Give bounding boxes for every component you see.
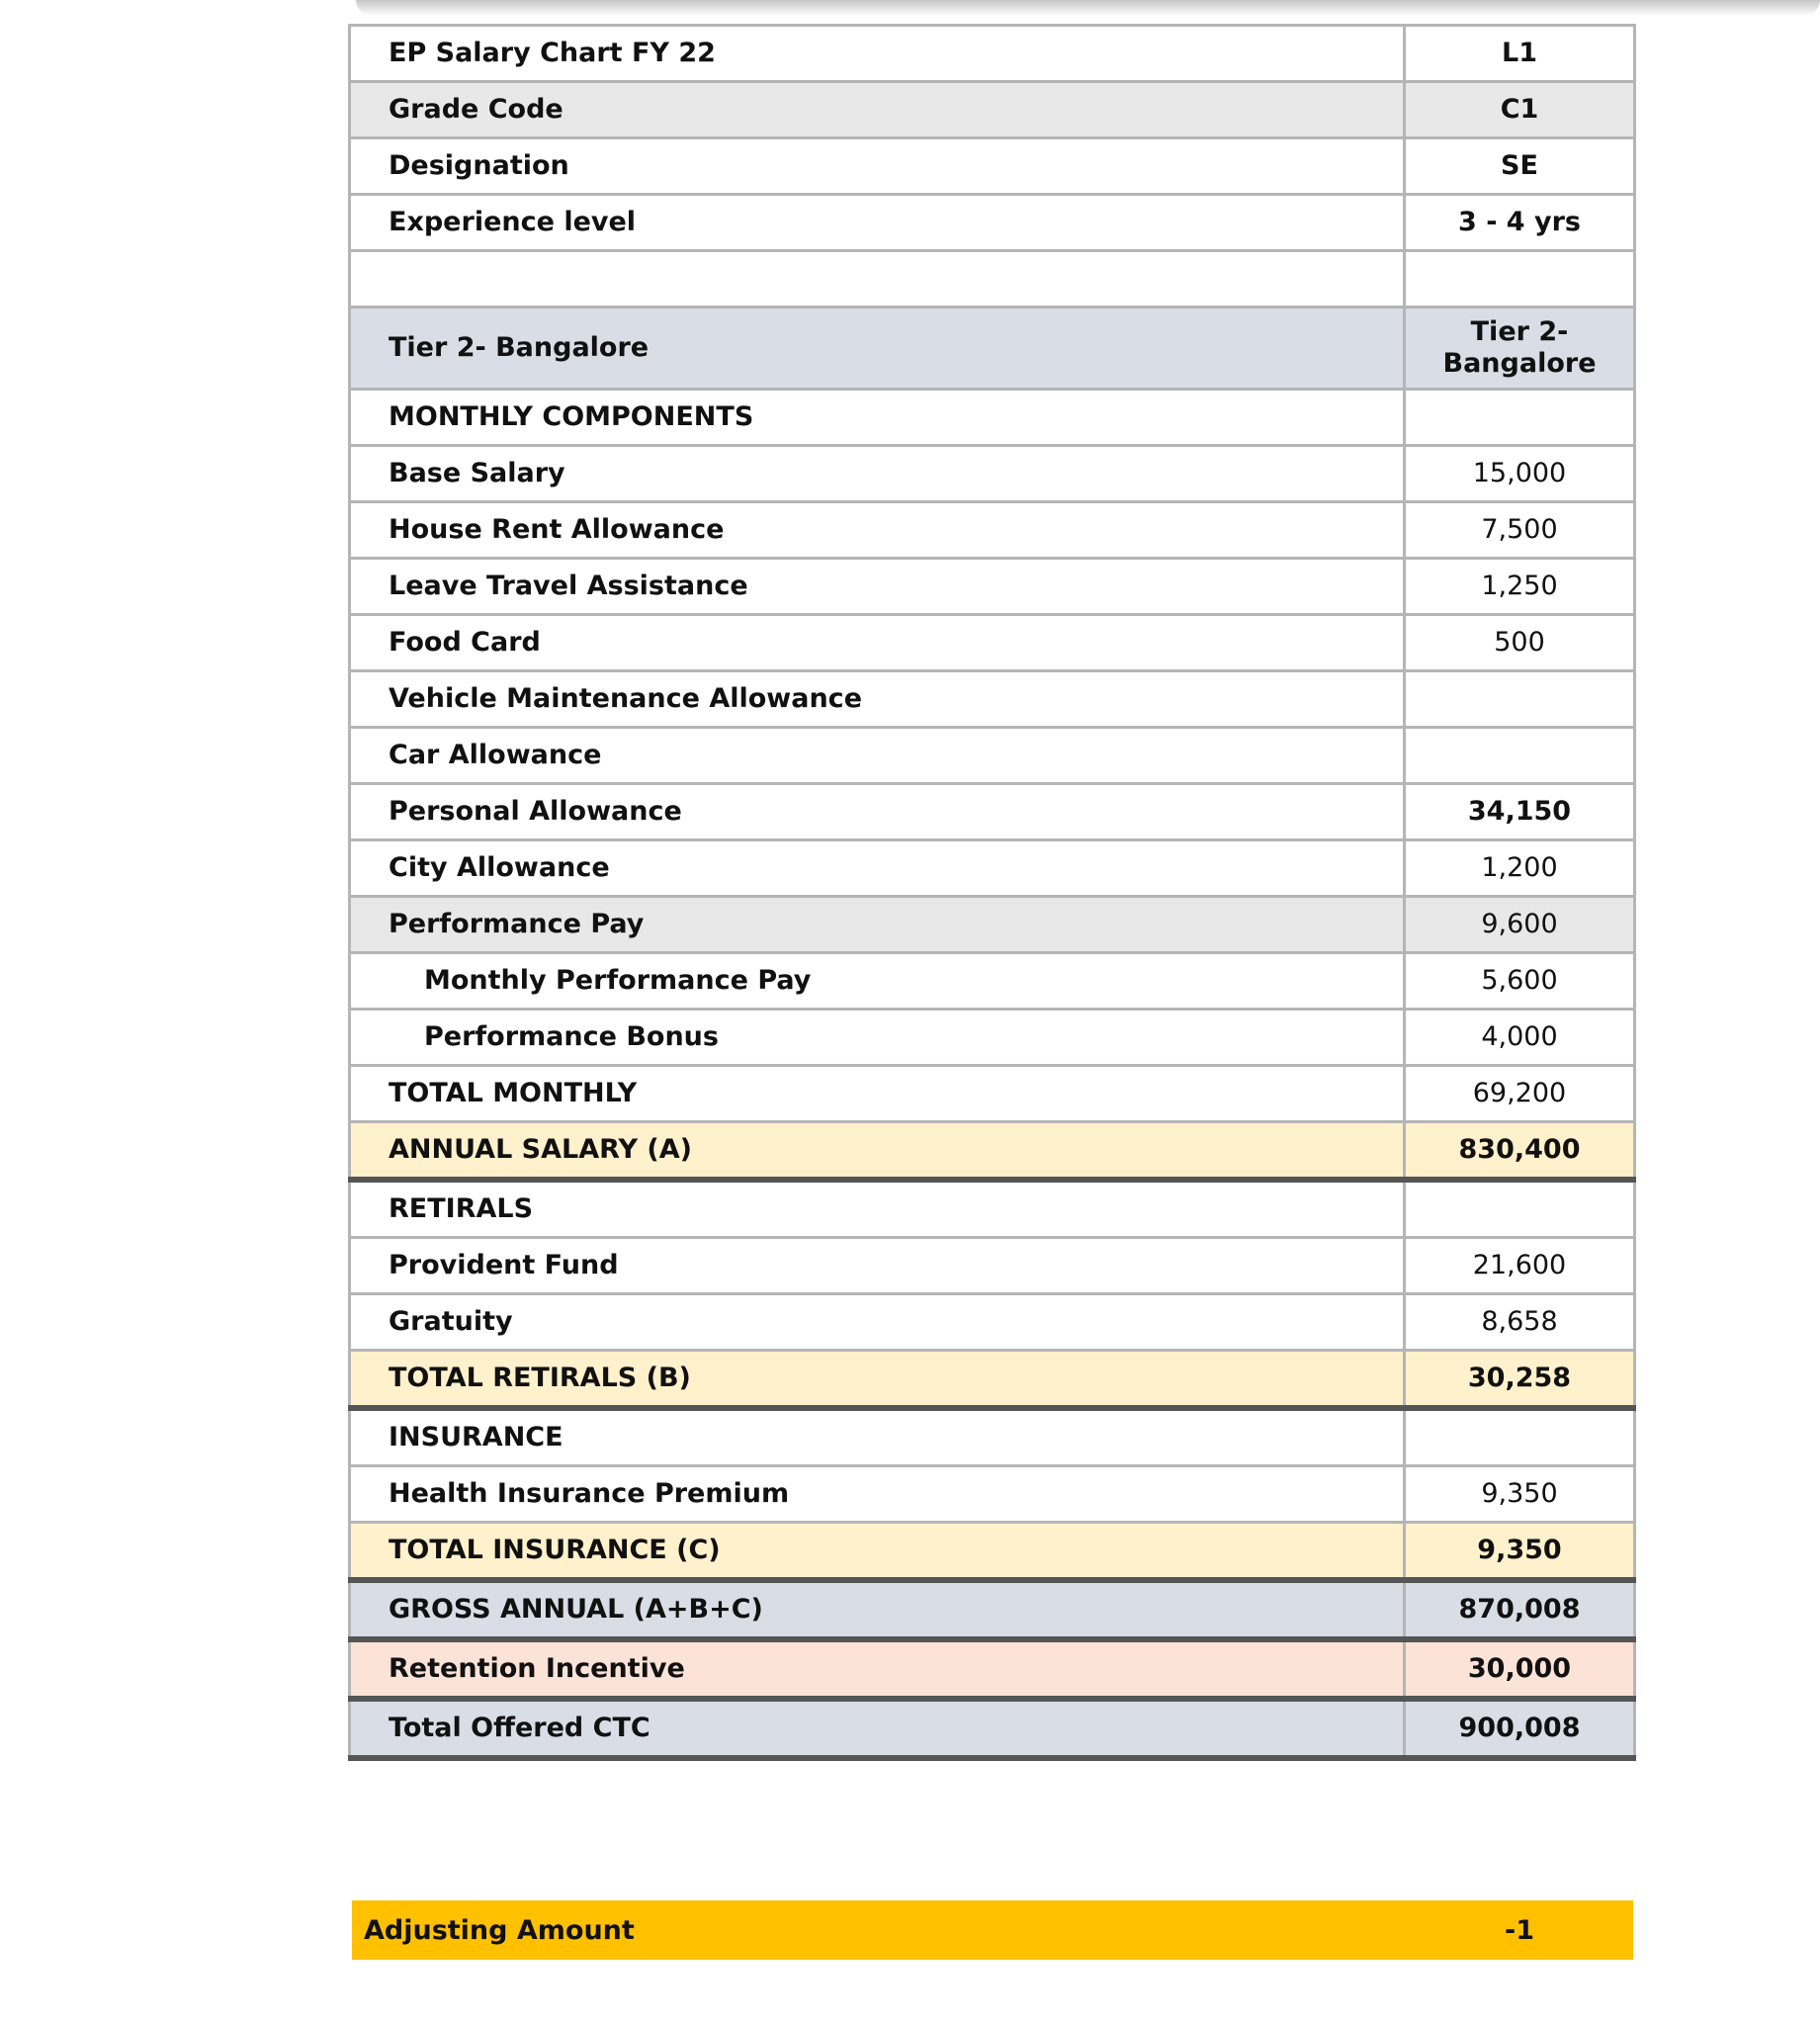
table-row xyxy=(350,82,1635,138)
row-value: 30,000 xyxy=(1405,1639,1635,1699)
row-value: 15,000 xyxy=(1405,446,1635,502)
table-row xyxy=(350,953,1635,1010)
row-value: SE xyxy=(1405,138,1635,195)
adjusting-amount-value: -1 xyxy=(1505,1914,1534,1946)
row-value: 9,600 xyxy=(1405,897,1635,953)
row-value: 500 xyxy=(1405,615,1635,671)
row-value: 3 - 4 yrs xyxy=(1405,195,1635,251)
row-label: Health Insurance Premium xyxy=(350,1466,1405,1523)
table-row xyxy=(350,1699,1635,1758)
row-value: 1,200 xyxy=(1405,840,1635,897)
row-label: MONTHLY COMPONENTS xyxy=(350,390,1405,446)
table-row xyxy=(350,1180,1635,1238)
row-value: 4,000 xyxy=(1405,1010,1635,1066)
row-value: 1,250 xyxy=(1405,559,1635,615)
row-value xyxy=(1405,390,1635,446)
row-value: 21,600 xyxy=(1405,1238,1635,1294)
row-value: 7,500 xyxy=(1405,502,1635,559)
row-value: 9,350 xyxy=(1405,1466,1635,1523)
row-label: EP Salary Chart FY 22 xyxy=(350,26,1405,82)
row-value xyxy=(1405,728,1635,784)
table-row xyxy=(350,251,1635,308)
salary-chart-table xyxy=(348,24,1636,1761)
row-label: Monthly Performance Pay xyxy=(350,953,1405,1010)
page-edge-shadow xyxy=(356,0,1820,16)
table-row xyxy=(350,26,1635,82)
row-label: Retention Incentive xyxy=(350,1639,1405,1699)
row-label: Base Salary xyxy=(350,446,1405,502)
row-value xyxy=(1405,1408,1635,1466)
table-row xyxy=(350,1639,1635,1699)
row-value: C1 xyxy=(1405,82,1635,138)
row-value: 9,350 xyxy=(1405,1523,1635,1581)
row-label: Gratuity xyxy=(350,1294,1405,1351)
table-row xyxy=(350,1122,1635,1181)
table-row xyxy=(350,1466,1635,1523)
table-row xyxy=(350,1066,1635,1122)
row-value: 830,400 xyxy=(1405,1122,1635,1181)
row-value: 870,008 xyxy=(1405,1580,1635,1639)
row-label: TOTAL MONTHLY xyxy=(350,1066,1405,1122)
table-row xyxy=(350,840,1635,897)
table-row xyxy=(350,897,1635,953)
row-value: 900,008 xyxy=(1405,1699,1635,1758)
row-label: Personal Allowance xyxy=(350,784,1405,840)
row-label: Performance Bonus xyxy=(350,1010,1405,1066)
row-label: ANNUAL SALARY (A) xyxy=(350,1122,1405,1181)
table-row xyxy=(350,138,1635,195)
table-row xyxy=(350,195,1635,251)
table-row xyxy=(350,1010,1635,1066)
row-value: 5,600 xyxy=(1405,953,1635,1010)
row-label: INSURANCE xyxy=(350,1408,1405,1466)
row-label: House Rent Allowance xyxy=(350,502,1405,559)
row-value: Tier 2- Bangalore xyxy=(1405,308,1635,390)
row-label xyxy=(350,251,1405,308)
table-row xyxy=(350,671,1635,728)
table-row xyxy=(350,308,1635,390)
row-value: 30,258 xyxy=(1405,1351,1635,1409)
row-label: City Allowance xyxy=(350,840,1405,897)
table-row xyxy=(350,446,1635,502)
row-label: Provident Fund xyxy=(350,1238,1405,1294)
table-row xyxy=(350,1294,1635,1351)
table-row xyxy=(350,1408,1635,1466)
row-label: Car Allowance xyxy=(350,728,1405,784)
row-label: TOTAL RETIRALS (B) xyxy=(350,1351,1405,1409)
table-row xyxy=(350,559,1635,615)
salary-chart-body xyxy=(350,26,1635,1759)
row-value: 8,658 xyxy=(1405,1294,1635,1351)
row-value xyxy=(1405,671,1635,728)
row-label: Grade Code xyxy=(350,82,1405,138)
table-row xyxy=(350,1238,1635,1294)
row-label: Leave Travel Assistance xyxy=(350,559,1405,615)
row-label: Designation xyxy=(350,138,1405,195)
table-row xyxy=(350,502,1635,559)
row-label: Vehicle Maintenance Allowance xyxy=(350,671,1405,728)
row-value: L1 xyxy=(1405,26,1635,82)
table-row xyxy=(350,1580,1635,1639)
row-label: Performance Pay xyxy=(350,897,1405,953)
table-row xyxy=(350,615,1635,671)
row-label: Total Offered CTC xyxy=(350,1699,1405,1758)
table-row xyxy=(350,390,1635,446)
row-label: TOTAL INSURANCE (C) xyxy=(350,1523,1405,1581)
row-label: GROSS ANNUAL (A+B+C) xyxy=(350,1580,1405,1639)
table-row xyxy=(350,784,1635,840)
adjusting-amount-bar xyxy=(352,1900,1633,1960)
table-row xyxy=(350,1351,1635,1409)
row-label: Food Card xyxy=(350,615,1405,671)
row-value: 69,200 xyxy=(1405,1066,1635,1122)
row-label: RETIRALS xyxy=(350,1180,1405,1238)
row-label: Experience level xyxy=(350,195,1405,251)
adjusting-amount-label: Adjusting Amount xyxy=(364,1914,635,1946)
table-row xyxy=(350,728,1635,784)
row-value xyxy=(1405,1180,1635,1238)
row-value xyxy=(1405,251,1635,308)
row-value: 34,150 xyxy=(1405,784,1635,840)
row-label: Tier 2- Bangalore xyxy=(350,308,1405,390)
table-row xyxy=(350,1523,1635,1581)
